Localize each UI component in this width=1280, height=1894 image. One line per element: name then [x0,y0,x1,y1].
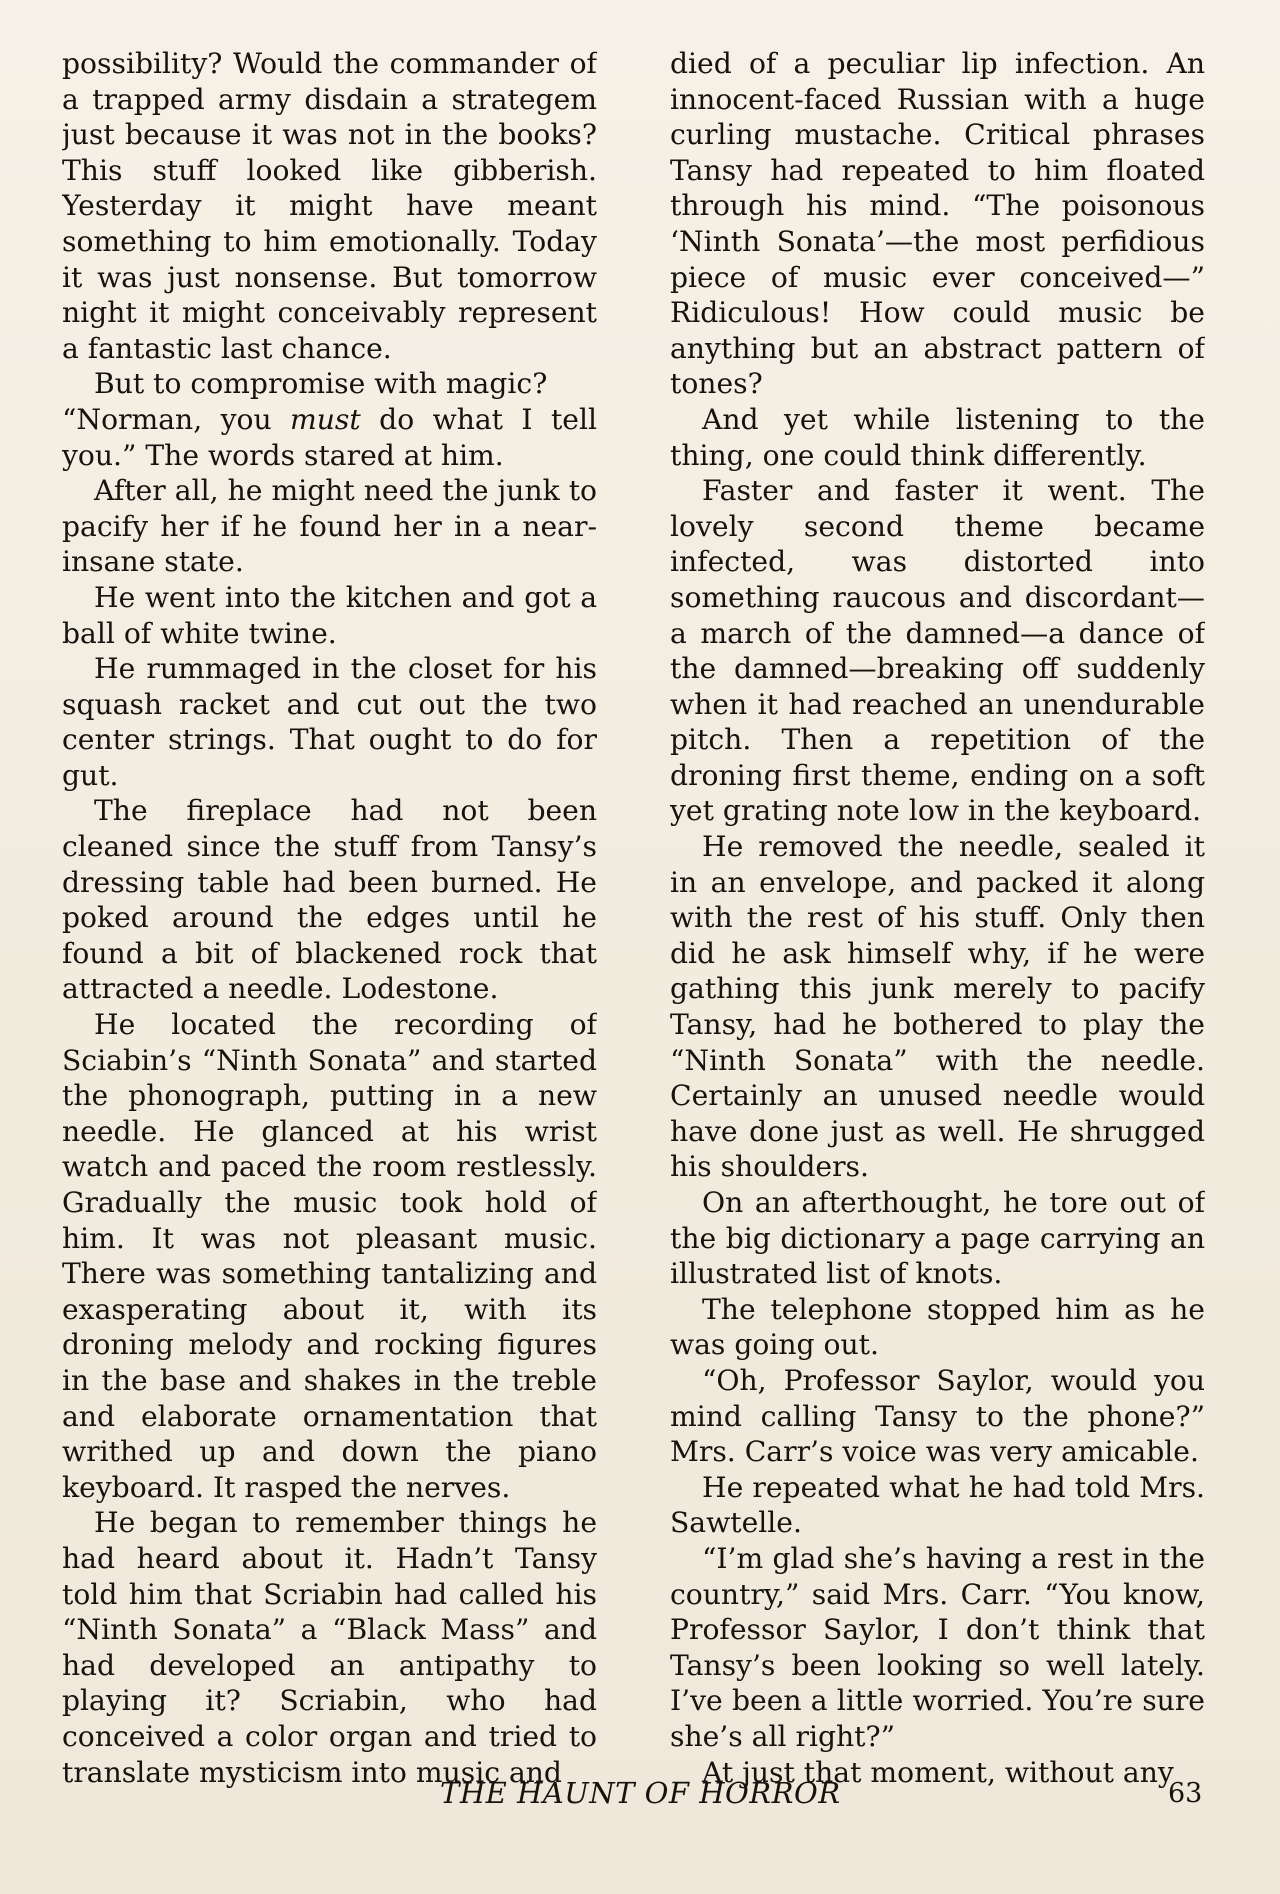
paragraph: He repeated what he had told Mrs. Sawtelle. [670,1470,1205,1540]
paragraph: After all, he might need the junk to pacify her if he found her in a near-insane state. [62,474,597,579]
paragraph: But to compromise with magic? [94,367,548,401]
paragraph: died of a peculiar lip infection. An innocent-faced Russian with a huge curling mustache. Critical phrases Tansy had repeated to him floated through his mind. “The poisonous ‘Ninth Sonata’—the most perfidious piece of music ever conceived—” Ridiculous! How could music be anything but an abstract pattern of tones? [670,47,1205,401]
paragraph: He went into the kitchen and got a ball of white twine. [62,580,597,650]
paragraph: He began to remember things he had heard about it. Hadn’t Tansy told him that Scriabin had called his “Ninth Sonata” a “Black Mass” and had developed an antipathy to playing it? Scriabin, who had conceived a color organ and tried to translate mysticism into music and [62,1506,597,1789]
paragraph: “Norman, you must do what I tell you.” The words stared at him. [62,402,597,472]
paragraph: At just that moment, without any [702,1755,1174,1789]
paragraph: “Oh, Professor Saylor, would you mind calling Tansy to the phone?” Mrs. Carr’s voice was very amicable. [670,1363,1205,1469]
paragraph: He rummaged in the closet for his squash racket and cut out the two center strings. That ought to do for gut. [62,652,597,792]
paragraph: He removed the needle, sealed it in an envelope, and packed it along with the rest of his stuff. Only then did he ask himself why, if he were gathing this junk merely to pacify Tansy, had he bothered to play the “Ninth Sonata” with the needle. Certainly an unused needle would have done just as well. He shrugged his shoulders. [670,830,1205,1184]
emphasis: must [290,402,361,436]
paragraph: possibility? Would the commander of a trapped army disdain a strategem just because it was not in the books? This stuff looked like gibberish. Yesterday it might have meant something to him emotionally. Today it was just nonsense. But tomorrow night it might conceivably represent a fantastic last chance. [62,47,597,365]
running-footer-title: THE HAUNT OF HORROR [440,1776,841,1810]
paragraph: The fireplace had not been cleaned since the stuff from Tansy’s dressing table had been burned. He poked around the edges until he found a bit of blackened rock that attracted a needle. Lodestone. [62,794,597,1006]
right-text-column [670,46,1205,1790]
page-number: 63 [1168,1778,1203,1809]
page-footer [0,1776,1280,1816]
paragraph: The telephone stopped him as he was going out. [670,1292,1205,1362]
paragraph: On an afterthought, he tore out of the big dictionary a page carrying an illustrated list of knots. [670,1186,1205,1291]
paragraph: He located the recording of Sciabin’s “Ninth Sonata” and started the phonograph, putting in a new needle. He glanced at his wrist watch and paced the room restlessly. Gradually the music took hold of him. It was not pleasant music. There was something tantalizing and exasperating about it, with its droning melody and rocking figures in the base and shakes in the treble and elaborate ornamentation that writhed up and down the piano keyboard. It rasped the nerves. [62,1008,597,1504]
paragraph: “I’m glad she’s having a rest in the country,” said Mrs. Carr. “You know, Professor Saylor, I don’t think that Tansy’s been looking so well lately. I’ve been a little worried. You’re sure she’s all right?” [670,1541,1205,1753]
left-text-column [62,46,597,1790]
paragraph: And yet while listening to the thing, one could think differently. [670,402,1205,472]
paragraph: Faster and faster it went. The lovely second theme became infected, was distorted into something raucous and discordant—a march of the damned—a dance of the damned—breaking off suddenly when it had reached an unendurable pitch. Then a repetition of the droning first theme, ending on a soft yet grating note low in the keyboard. [670,474,1205,828]
